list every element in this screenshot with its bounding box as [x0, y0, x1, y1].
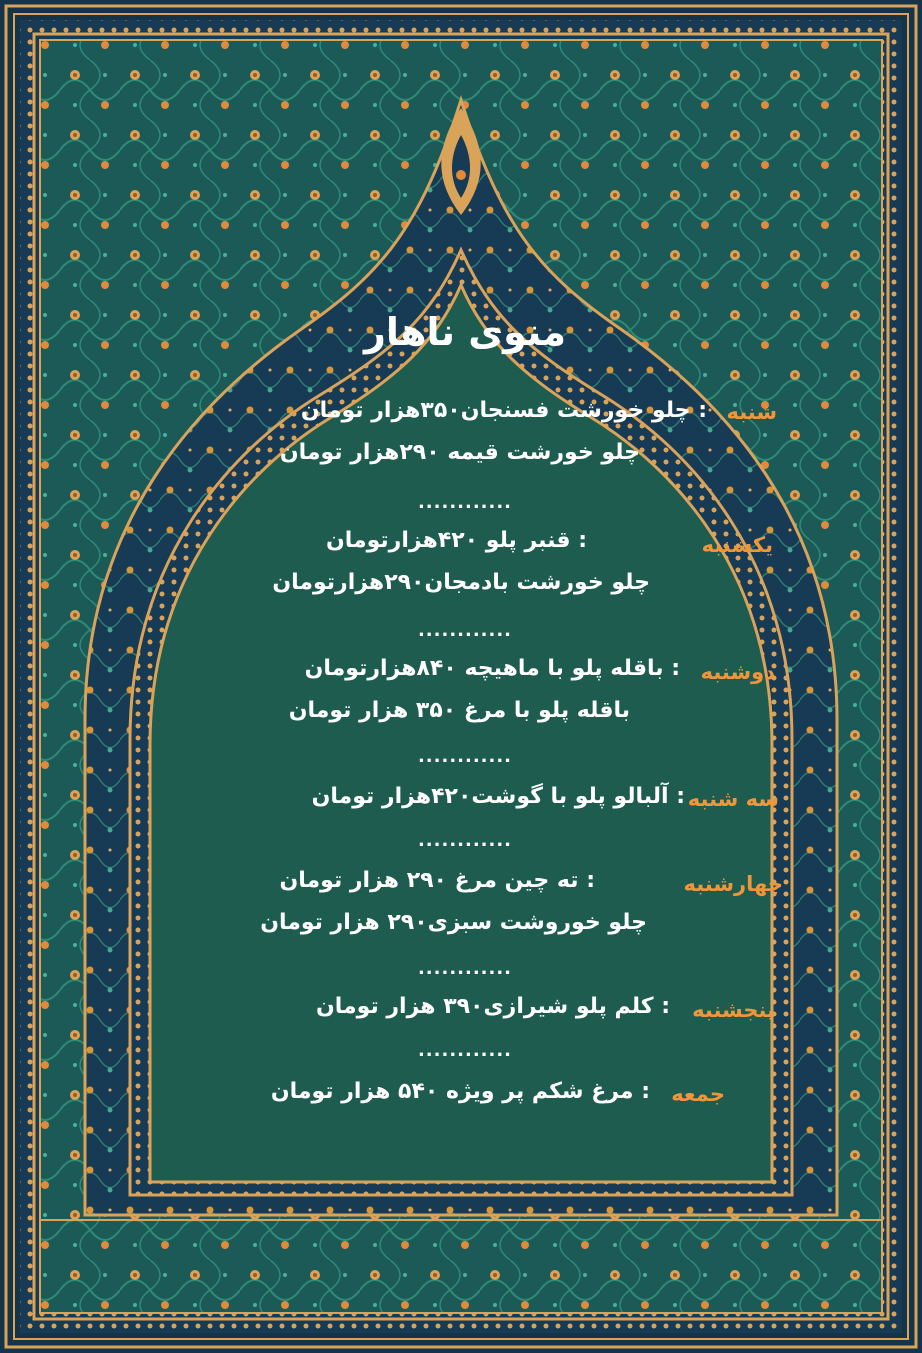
separator: ............	[417, 492, 513, 513]
day-label: یکشنبه	[701, 533, 773, 557]
menu-title: منوی ناهار	[364, 310, 566, 354]
day-label: دوشنبه	[700, 660, 775, 684]
dish-line: باقله پلو با مرغ ۳۵۰ هزار تومان	[288, 698, 630, 723]
dish-line: چلو خوروشت سبزی۲۹۰ هزار تومان	[260, 910, 647, 935]
day-label: پنجشنبه	[692, 998, 775, 1022]
dish-line: چلو خورشت بادمجان۲۹۰هزارتومان	[272, 570, 650, 595]
dish-line: چلو خورشت قیمه ۲۹۰هزار تومان	[279, 440, 640, 465]
separator: ............	[417, 958, 513, 979]
separator: ............	[417, 620, 513, 641]
dish-line: : ته چین مرغ ۲۹۰ هزار تومان	[279, 868, 595, 893]
day-label: سه شنبه	[687, 787, 779, 811]
dish-line: : مرغ شکم پر ویژه ۵۴۰ هزار تومان	[270, 1079, 650, 1104]
day-label: شنبه	[726, 400, 777, 424]
dish-line: : قنبر پلو ۴۲۰هزارتومان	[325, 528, 587, 553]
dish-line: : کلم پلو شیرازی۳۹۰ هزار تومان	[316, 994, 670, 1019]
separator: ............	[417, 746, 513, 767]
dish-line: : چلو خورشت فسنجان۳۵۰هزار تومان	[300, 398, 707, 423]
separator: ............	[417, 1040, 513, 1061]
day-label: چهارشنبه	[683, 872, 783, 896]
dish-line: : باقله پلو با ماهیچه ۸۴۰هزارتومان	[304, 656, 680, 681]
separator: ............	[417, 830, 513, 851]
day-label: جمعه	[671, 1082, 725, 1106]
dish-line: : آلبالو پلو با گوشت۴۲۰هزار تومان	[311, 784, 685, 809]
menu-content	[165, 290, 783, 1170]
